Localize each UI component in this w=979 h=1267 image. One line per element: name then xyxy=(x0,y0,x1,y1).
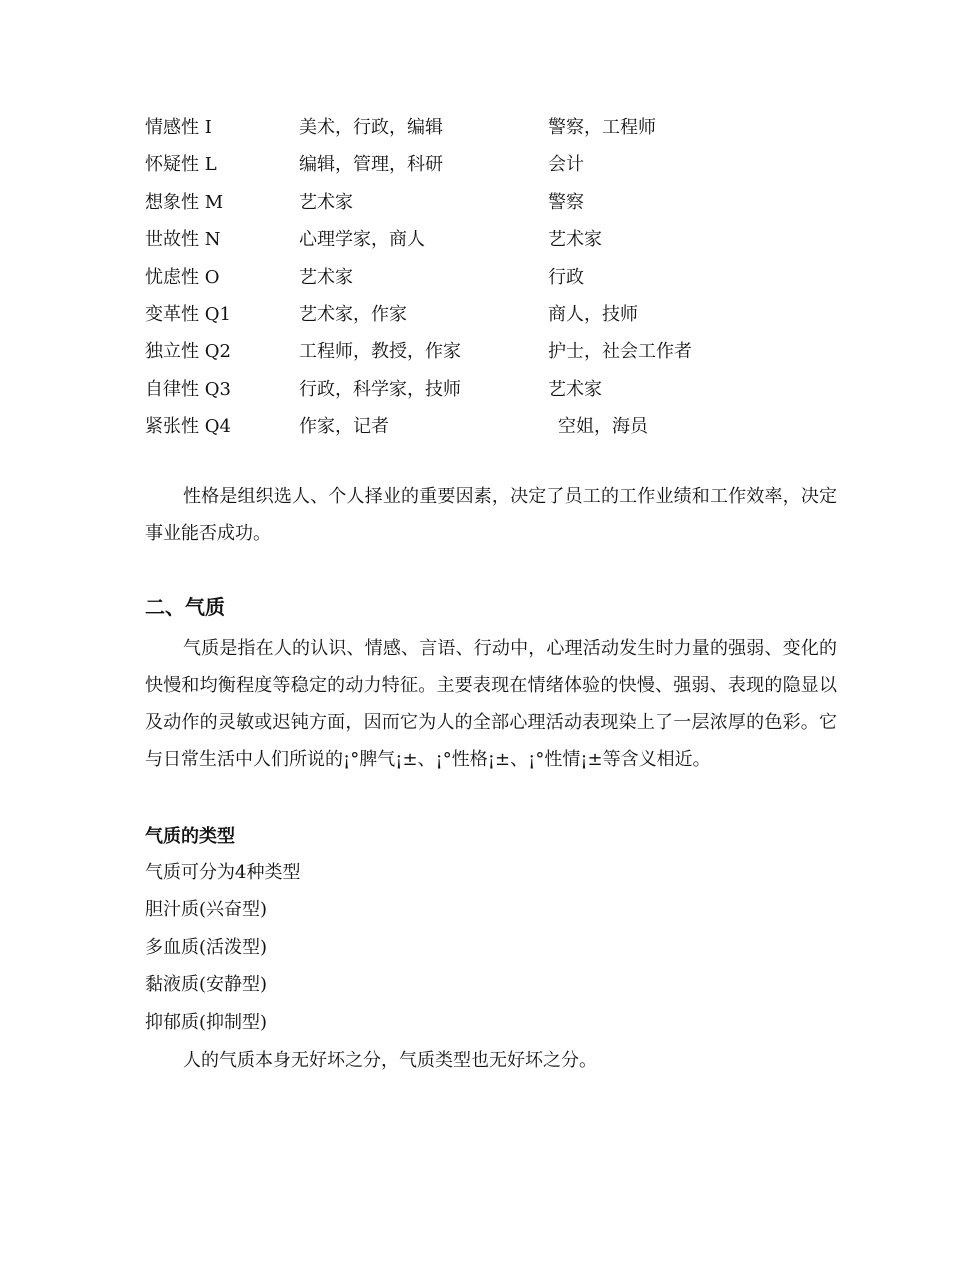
table-row xyxy=(145,337,845,374)
table-row xyxy=(145,300,845,337)
suited-jobs: 艺术家，作家 xyxy=(299,303,407,325)
suited-jobs: 工程师，教授，作家 xyxy=(299,341,461,363)
list-item: 多血质(活泼型) xyxy=(145,936,268,958)
table-row xyxy=(145,375,845,412)
trait-name: 变革性 Q1 xyxy=(145,303,231,325)
unsuited-jobs: 艺术家 xyxy=(548,378,602,400)
trait-name: 情感性 I xyxy=(145,117,212,138)
table-row xyxy=(145,225,845,262)
suited-jobs: 作家，记者 xyxy=(299,416,389,438)
suited-jobs: 编辑，管理，科研 xyxy=(299,154,443,176)
suited-jobs: 美术，行政，编辑 xyxy=(299,117,443,138)
trait-name: 独立性 Q2 xyxy=(145,341,231,363)
table-row xyxy=(145,412,845,449)
list-item: 气质可分为4种类型 xyxy=(145,862,301,883)
unsuited-jobs: 行政 xyxy=(548,266,584,288)
trait-name: 自律性 Q3 xyxy=(145,378,231,400)
temperament-type-list xyxy=(145,858,300,1045)
unsuited-jobs: 会计 xyxy=(548,154,584,176)
table-row xyxy=(145,263,845,300)
trait-name: 世故性 N xyxy=(145,229,221,251)
trait-name: 紧张性 Q4 xyxy=(145,416,231,438)
trait-name: 忧虑性 O xyxy=(145,266,220,288)
traits-table xyxy=(145,113,845,450)
suited-jobs: 行政，科学家，技师 xyxy=(299,378,461,400)
paragraph-temperament-definition: 气质是指在人的认识、情感、言语、行动中，心理活动发生时力量的强弱、变化的快慢和均衡程度等稳定的动力特征。主要表现在情绪体验的快慢、强弱、表现的隐显以及动作的灵敏或迟钝方面，因而它为人的全部心理活动表现染上了一层浓厚的色彩。它与日常生活中人们所说的¡°脾气¡±、¡°性格¡±、¡°性情¡±等含义相近。 xyxy=(145,638,837,770)
unsuited-jobs: 警察 xyxy=(548,191,584,213)
list-item: 抑郁质(抑制型) xyxy=(145,1011,268,1033)
suited-jobs: 心理学家，商人 xyxy=(299,229,425,251)
unsuited-jobs: 警察，工程师 xyxy=(548,117,656,138)
trait-name: 怀疑性 L xyxy=(145,154,217,176)
paragraph-personality-importance: 性格是组织选人、个人择业的重要因素，决定了员工的工作业绩和工作效率，决定事业能否成功。 xyxy=(145,486,837,544)
list-item: 胆汁质(兴奋型) xyxy=(145,899,268,921)
trait-name: 想象性 M xyxy=(145,191,224,213)
suited-jobs: 艺术家 xyxy=(299,266,353,288)
unsuited-jobs: 艺术家 xyxy=(548,229,602,251)
table-row xyxy=(145,113,845,150)
unsuited-jobs: 空姐，海员 xyxy=(558,416,648,438)
paragraph-temperament-neutral: 人的气质本身无好坏之分，气质类型也无好坏之分。 xyxy=(183,1050,597,1071)
section-heading-temperament: 二、气质 xyxy=(145,595,225,619)
suited-jobs: 艺术家 xyxy=(299,191,353,213)
subheading-temperament-types: 气质的类型 xyxy=(145,826,235,847)
table-row xyxy=(145,188,845,225)
unsuited-jobs: 护士，社会工作者 xyxy=(548,341,692,363)
unsuited-jobs: 商人，技师 xyxy=(548,303,638,325)
list-item: 黏液质(安静型) xyxy=(145,974,268,996)
table-row xyxy=(145,150,845,187)
